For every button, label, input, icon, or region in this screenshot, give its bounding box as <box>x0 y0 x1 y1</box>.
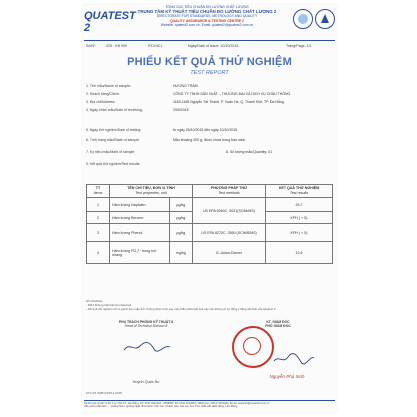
info-key: 5. Ngày thử nghiệm/Date of testing: <box>86 128 142 132</box>
cell-item: 2 <box>87 212 110 224</box>
info-value: Mẫu khoảng 200 g, được chứa trong bao nilon <box>173 138 246 142</box>
cell-property: Hàm lượng PO₄³⁻ trong hơi nhang <box>110 242 170 264</box>
table-header-row <box>87 185 333 198</box>
cell-item: 3 <box>87 224 110 242</box>
note-line: - KPH: không phát hiện/not detected <box>86 302 132 307</box>
org-line-5: Website: quatest2.com.vn, Email: quatest2@quatest2.com.vn <box>160 23 254 28</box>
report-header <box>82 4 337 38</box>
quatest-logo: QUATEST 2 <box>84 10 136 34</box>
info-value: từ ngày 05/10/2015 đến ngày 10/10/2015 <box>173 128 238 132</box>
info-key: 7. Ký hiệu mẫu/Mark of sample: <box>86 150 136 154</box>
meta-page: Trang/Page: 1/1 <box>286 44 312 48</box>
footer-line: Văn phòng đại diện: ... Quảng Nam, Quảng Ngãi, Bình Định, Phú Yên, Khánh Hòa, Gia Lai, Kon Tum, Đắk Lắk, Đắk Nông, Lâm Đồng <box>84 405 238 409</box>
results-table <box>86 184 333 264</box>
cell-property: Hàm lượng Naptalen <box>110 198 170 212</box>
cell-method: US EPA 8270C, 3550 (SCIMS/MS) <box>193 224 266 242</box>
info-key: 4. Ngày nhận mẫu/Date of receiving: <box>86 108 143 112</box>
note-line: - Kết quả thử nghiệm chỉ có giá trị trên mẫu thử. Không được trích sao một phần phiếu kết quả này nếu không có sự đồng ý bằng văn bản của Quatest 2. <box>86 306 277 311</box>
footer-line: Số 02 Ngô Quyền & Số 2 Lý Thái Tổ - Đà Nẵng. Tel: 0511.3910064 - 3836895, ĐT: 0511.3910064 / 3892 Fax: (0511) 3910064, Email: quatest2@quatest2.com.vn <box>84 402 270 405</box>
org-line-1: TỔNG CỤC TIÊU CHUẨN ĐO LƯỜNG CHẤT LƯỢNG <box>165 5 249 9</box>
table-row <box>87 242 333 264</box>
cell-unit: µg/kg <box>169 224 192 242</box>
notes-block <box>86 300 333 311</box>
info-row <box>86 162 334 169</box>
cell-unit: mg/kg <box>169 242 192 264</box>
cell-item: 1 <box>87 198 110 212</box>
info-row <box>86 150 334 157</box>
info-row <box>86 84 334 91</box>
table-row <box>87 224 333 242</box>
meta-no-value: 025 - KB 909 <box>106 44 127 48</box>
report-subtitle: TEST REPORT <box>190 70 229 76</box>
meta-code: RT2/4C1 <box>148 44 163 48</box>
info-value: CÔNG TY TNHH SẢN XUẤT – THƯƠNG MẠI VÀ DỊCH VỤ CHÂU THÔNG <box>173 92 291 96</box>
cell-result: 25,7 <box>266 198 333 212</box>
cell-property: Hàm lượng Benzen <box>110 212 170 224</box>
info-key: 2. Khách hàng/Client: <box>86 92 120 96</box>
signature-right-icon <box>272 352 316 366</box>
signer-right-role: PHÓ GIÁM ĐỐC <box>265 324 291 328</box>
cell-unit: µg/kg <box>169 198 192 212</box>
col-header-items: TT Items <box>87 185 110 198</box>
org-line-2: TRUNG TÂM KỸ THUẬT TIÊU CHUẨN ĐO LƯỜNG CHẤT LƯỢNG 2 <box>137 8 277 14</box>
info-key: 1. Tên mẫu/Name of sample: <box>86 84 132 88</box>
vilas-logo-icon <box>315 9 335 29</box>
official-stamp-icon <box>232 326 274 368</box>
info-value: HƯƠNG TRÀM <box>173 84 198 88</box>
info-row <box>86 138 334 145</box>
cell-result: KPH ( < 5) <box>266 212 333 224</box>
info-row <box>86 128 334 135</box>
info-value: 8. Số lượng mẫu/Quantity: 01 <box>226 150 273 154</box>
cell-property: Hàm lượng Phenol <box>110 224 170 242</box>
meta-no-label: Số/N°: <box>86 44 97 48</box>
signer-left-role: PHỤ TRÁCH PHÒNG KỸ THUẬT 8 <box>118 320 174 324</box>
info-key: 9. Kết quả thử nghiệm/Test results: <box>86 162 141 166</box>
org-line-3: DIRECTORATE FOR STANDARDS, METROLOGY AND QUALITY <box>156 14 258 19</box>
info-key: 6. Tình trạng mẫu/State of sample: <box>86 138 140 142</box>
header-divider <box>84 40 335 41</box>
note-line: Ghi chú/Note: <box>86 299 104 303</box>
info-value: 29/9/2015 <box>173 108 189 112</box>
accreditation-logo-icon <box>293 9 313 29</box>
signature-left <box>86 320 206 328</box>
cell-item: 4 <box>87 242 110 264</box>
info-key: 3. Địa chỉ/Address: <box>86 100 116 104</box>
report-sheet <box>82 4 337 413</box>
info-row <box>86 92 334 99</box>
cell-result: KPH ( < 5) <box>266 224 333 242</box>
signer-left-name: Huỳnh Quốc Ân <box>132 380 160 384</box>
col-header-results: KẾT QUẢ THỬ NGHIỆM Test results <box>266 185 333 198</box>
report-title: PHIẾU KẾT QUẢ THỬ NGHIỆM <box>127 56 292 68</box>
col-header-methods: PHƯƠNG PHÁP THỬ Test methods <box>193 185 266 198</box>
signer-right-name: Nguyễn Phú Sinh <box>269 374 305 379</box>
report-footer <box>84 400 335 409</box>
col-header-properties: TÊN CHỈ TIÊU, ĐƠN VỊ TÍNH Test properties, unit <box>110 185 193 198</box>
signature-left-icon <box>122 340 172 354</box>
org-line-4: QUALITY ASSURANCE & TESTING CENTRE 2 <box>170 18 244 23</box>
table-row <box>87 198 333 212</box>
organization-block <box>122 5 292 28</box>
info-value: 1163-1165 Nguyễn Tất Thành, P. Xuân Hà, Q. Thanh Khê, TP. Đà Nẵng <box>173 100 284 104</box>
cell-unit: µg/kg <box>169 212 192 224</box>
info-row <box>86 100 334 107</box>
document-code: KT2 QT 30/B 04/15 4 2015 <box>86 391 122 395</box>
info-row <box>86 108 334 115</box>
signer-left-role-en: Head of Technical Division 8 <box>124 324 168 328</box>
cell-method: US EPA 8260C, 5021(SCIM/MS) <box>193 198 266 224</box>
cell-method: IC-Anion-Dionex <box>193 242 266 264</box>
meta-issue-date: Ngày/Date of issue: 10/10/2015 <box>188 44 239 48</box>
signature-right <box>222 320 334 328</box>
signer-right-pre: KT. GIÁM ĐỐC <box>266 320 290 324</box>
cell-result: 12,6 <box>266 242 333 264</box>
